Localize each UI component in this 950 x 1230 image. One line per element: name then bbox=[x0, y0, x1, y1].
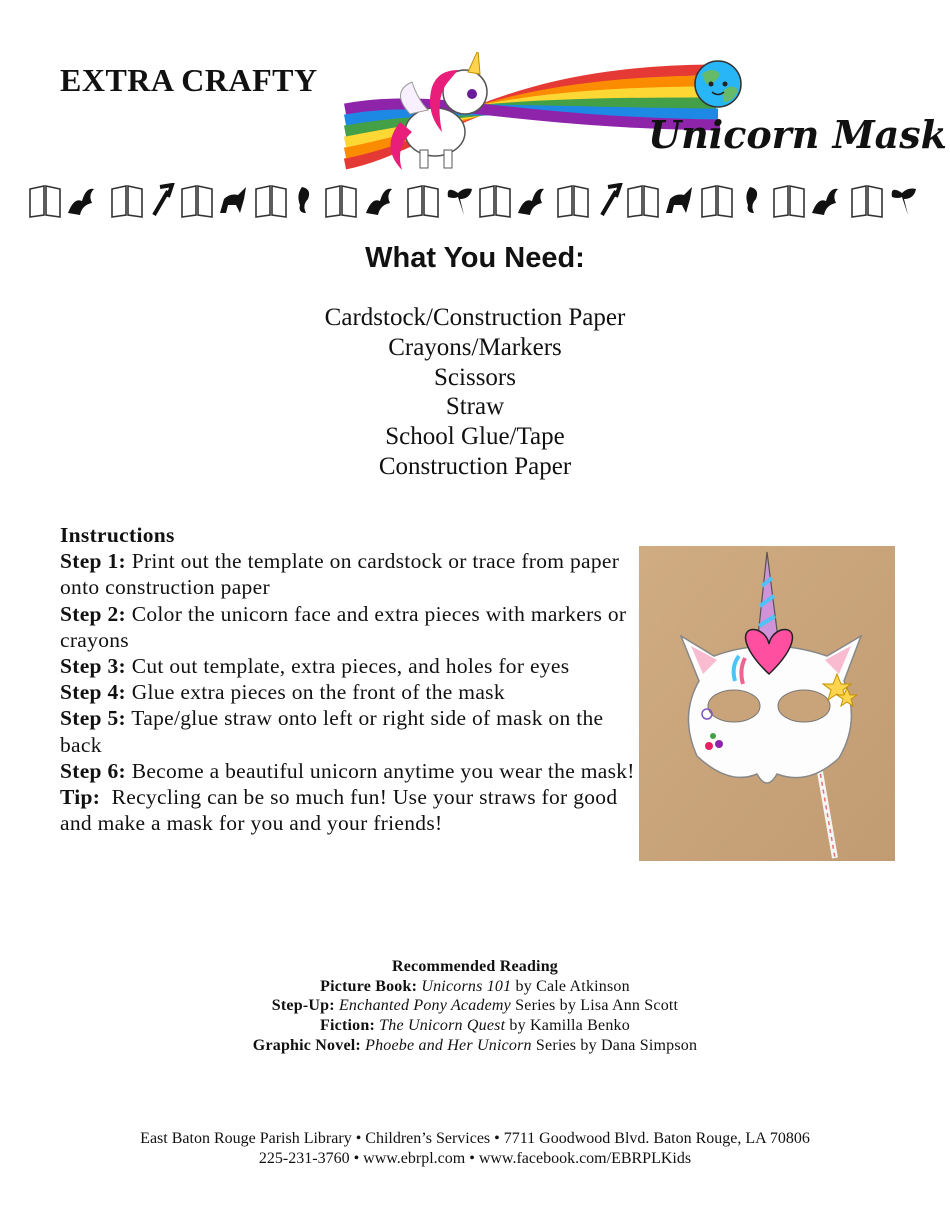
book-title: Unicorns 101 bbox=[421, 977, 512, 995]
book-icon bbox=[480, 186, 510, 217]
step-label: Step 3: bbox=[60, 654, 127, 679]
footer-address: East Baton Rouge Parish Library • Children’s Services • 7711 Goodwood Blvd. Baton Rouge, LA 70806 bbox=[140, 1130, 810, 1147]
dragon-icon bbox=[812, 189, 838, 215]
mermaid-icon bbox=[746, 187, 757, 213]
step-item bbox=[60, 653, 635, 679]
wand-icon bbox=[154, 185, 172, 215]
reading-item bbox=[0, 1036, 950, 1056]
list-item: Straw bbox=[445, 393, 505, 421]
book-author: Series by Dana Simpson bbox=[531, 1036, 698, 1054]
book-icon bbox=[558, 186, 588, 217]
step-label: Step 2: bbox=[60, 601, 127, 626]
list-item: Crayons/Markers bbox=[388, 333, 562, 361]
step-text: Cut out template, extra pieces, and holes for eyes bbox=[126, 654, 570, 679]
reading-label: Fiction: bbox=[320, 1017, 375, 1035]
reading-item bbox=[0, 1016, 950, 1036]
list-item: Construction Paper bbox=[378, 452, 572, 480]
dragon-icon bbox=[518, 189, 544, 215]
earth-icon bbox=[695, 61, 741, 107]
book-icon bbox=[702, 186, 732, 217]
book-icon bbox=[256, 186, 286, 217]
reading-heading-text: Recommended Reading bbox=[391, 958, 558, 975]
step-text: Glue extra pieces on the front of the mask bbox=[126, 680, 505, 705]
horse-icon bbox=[220, 187, 246, 213]
book-icon bbox=[112, 186, 142, 217]
book-author: by Cale Atkinson bbox=[511, 977, 630, 995]
list-item: Cardstock/Construction Paper bbox=[324, 304, 626, 331]
book-icon bbox=[774, 186, 804, 217]
step-text: Become a beautiful unicorn anytime you wear the mask! bbox=[126, 758, 635, 783]
step-text: Print out the template on cardstock or trace from paper onto construction paper bbox=[60, 549, 620, 600]
step-label: Step 1: bbox=[60, 549, 127, 574]
brand-title: EXTRA CRAFTY bbox=[60, 62, 318, 98]
book-icon bbox=[182, 186, 212, 217]
step-text: Color the unicorn face and extra pieces with markers or crayons bbox=[60, 601, 627, 652]
step-item bbox=[60, 758, 635, 784]
reading-heading bbox=[0, 957, 950, 977]
mask-photo bbox=[639, 546, 895, 861]
book-author: Series by Lisa Ann Scott bbox=[510, 997, 679, 1015]
supplies-list bbox=[0, 303, 950, 482]
book-icon bbox=[30, 186, 60, 217]
dragon-icon bbox=[68, 189, 94, 215]
step-text: Tape/glue straw onto left or right side of mask on the back bbox=[60, 706, 604, 757]
book-title: The Unicorn Quest bbox=[379, 1017, 506, 1035]
instructions bbox=[60, 522, 635, 836]
footer-contact: 225-231-3760 • www.ebrpl.com • www.facebook.com/EBRPLKids bbox=[258, 1150, 692, 1167]
reading-item bbox=[0, 977, 950, 997]
book-author: by Kamilla Benko bbox=[505, 1017, 630, 1035]
footer bbox=[0, 1129, 950, 1169]
fairy-icon bbox=[448, 189, 472, 216]
step-label: Step 4: bbox=[60, 680, 127, 705]
wand-icon bbox=[602, 185, 620, 215]
page-title: Unicorn Mask bbox=[648, 112, 947, 157]
step-label: Step 6: bbox=[60, 758, 127, 783]
book-title: Phoebe and Her Unicorn bbox=[365, 1036, 532, 1054]
tip-label: Tip: bbox=[60, 785, 101, 810]
reading-item bbox=[0, 996, 950, 1016]
horse-icon bbox=[666, 187, 692, 213]
fairy-icon bbox=[892, 189, 916, 216]
step-item bbox=[60, 705, 635, 757]
book-icon bbox=[852, 186, 882, 217]
dragon-icon bbox=[366, 189, 392, 215]
tip-text: Recycling can be so much fun! Use your straws for good and make a mask for you and your friends! bbox=[60, 785, 624, 836]
list-item: School Glue/Tape bbox=[385, 423, 565, 451]
book-icon bbox=[628, 186, 658, 217]
section-title-needs: What You Need: bbox=[365, 242, 585, 274]
book-icon bbox=[326, 186, 356, 217]
reading-label: Step-Up: bbox=[271, 997, 335, 1015]
mermaid-icon bbox=[298, 187, 309, 213]
reading-label: Graphic Novel: bbox=[252, 1036, 361, 1054]
step-item bbox=[60, 601, 635, 653]
reading-label: Picture Book: bbox=[320, 977, 418, 995]
book-title: Enchanted Pony Academy bbox=[338, 997, 511, 1015]
list-item: Scissors bbox=[434, 363, 516, 391]
book-icon bbox=[408, 186, 438, 217]
recommended-reading bbox=[0, 957, 950, 1056]
instructions-heading: Instructions bbox=[60, 523, 175, 547]
step-item bbox=[60, 548, 635, 600]
step-item bbox=[60, 679, 635, 705]
tip-item bbox=[60, 784, 635, 836]
decorative-border bbox=[28, 183, 922, 219]
step-label: Step 5: bbox=[60, 706, 127, 731]
